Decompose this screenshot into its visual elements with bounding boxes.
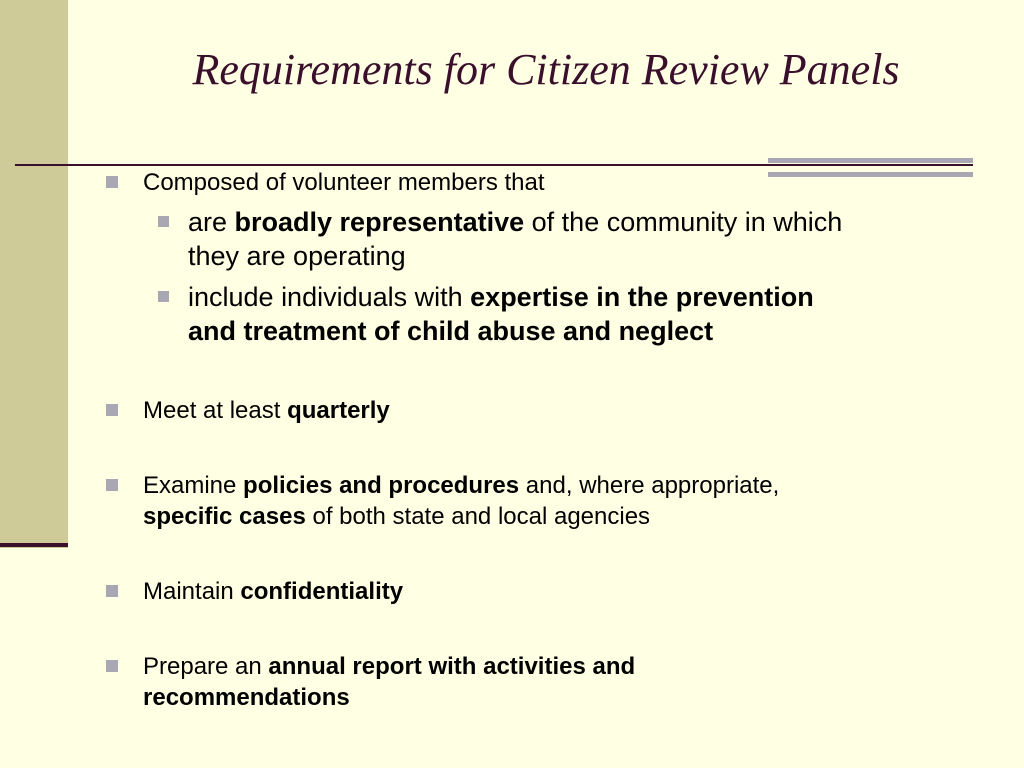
bullet-text: of both state and local agencies: [305, 503, 651, 530]
bullet-prepare: [143, 651, 635, 713]
bullet-bold-text: broadly representative: [234, 207, 525, 237]
accent-bar-top: [768, 158, 973, 163]
left-decorative-band: [0, 0, 68, 548]
bullet-bold-text: specific cases: [143, 503, 306, 530]
bullet-composed: [143, 167, 545, 198]
sub-bullet-representative: [188, 205, 842, 273]
bullet-text: Maintain: [143, 578, 241, 605]
bullet-bold-text: and treatment of child abuse and neglect: [188, 316, 714, 346]
bullet-text: include individuals with: [188, 282, 471, 312]
bullet-text: Meet at least: [143, 397, 288, 424]
bullet-text: and, where appropriate,: [519, 472, 780, 499]
sub-bullet-expertise: [188, 280, 814, 348]
left-band-rule: [0, 543, 68, 547]
bullet-text: Prepare an: [143, 653, 269, 680]
bullet-text: of the community in which: [524, 207, 843, 237]
slide-title: Requirements for Citizen Review Panels: [192, 45, 900, 94]
bullet-bold-text: annual report with activities and: [268, 653, 636, 680]
bullet-bold-text: quarterly: [287, 397, 390, 424]
square-bullet-icon: [106, 404, 118, 416]
bullet-bold-text: confidentiality: [240, 578, 404, 605]
square-bullet-icon: [106, 176, 118, 188]
bullet-examine: [143, 470, 779, 532]
square-bullet-icon: [158, 216, 169, 227]
square-bullet-icon: [106, 585, 118, 597]
bullet-maintain: [143, 576, 403, 607]
bullet-text: Examine: [143, 472, 244, 499]
accent-bar-bottom: [768, 172, 973, 177]
square-bullet-icon: [106, 479, 118, 491]
bullet-meet: [143, 395, 390, 426]
bullet-text: they are operating: [188, 241, 406, 271]
bullet-bold-text: recommendations: [143, 684, 350, 711]
bullet-text: Composed of volunteer members that: [143, 169, 545, 196]
square-bullet-icon: [158, 291, 169, 302]
bullet-text: are: [188, 207, 235, 237]
square-bullet-icon: [106, 660, 118, 672]
bullet-bold-text: policies and procedures: [243, 472, 520, 499]
title-underline-rule: [15, 164, 973, 166]
bullet-bold-text: expertise in the prevention: [470, 282, 814, 312]
